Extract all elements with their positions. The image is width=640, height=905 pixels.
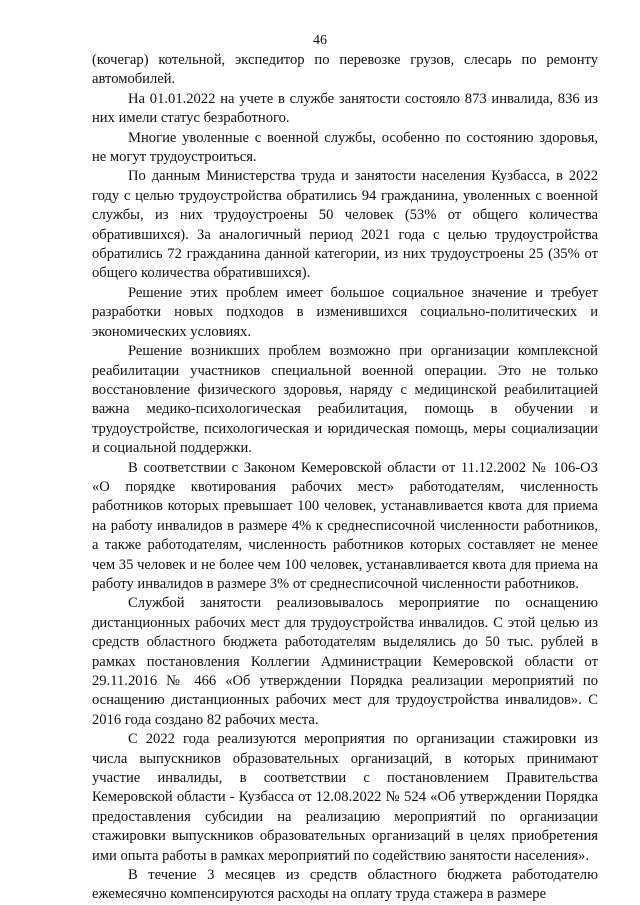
- paragraph: В соответствии с Законом Кемеровской области от 11.12.2002 № 106-ОЗ «О порядке квотирования рабочих мест» работодателям, численность работников которых превышает 100 человек, устанавливается квота для приема на работу инвалидов в размере 4% к среднесписочной численности работников, а также работодателям, численность работников которых составляет не менее чем 35 человек и не более чем 100 человек, устанавливается квота для приема на работу инвалидов в размере 3% от среднесписочной численности работников.: [92, 459, 598, 592]
- paragraph: Многие уволенные с военной службы, особенно по состоянию здоровья, не могут трудоустроиться.: [92, 129, 598, 166]
- paragraph: Решение этих проблем имеет большое социальное значение и требует разработки новых подходов в изменившихся социально-политических и экономических условиях.: [92, 284, 598, 340]
- page-number: 46: [313, 33, 327, 48]
- paragraph: В течение 3 месяцев из средств областного бюджета работодателю ежемесячно компенсируются расходы на оплату труда стажера в размере: [92, 867, 598, 903]
- paragraph: По данным Министерства труда и занятости населения Кузбасса, в 2022 году с целью трудоустройства обратились 94 гражданина, уволенных с военной службы, из них трудоустроены 50 человек (53% от общего количества обратившихся). За аналогичный период 2021 года с целью трудоустройства обратились 72 гражданина данной категории, из них трудоустроены 25 (35% от общего количества обратившихся).: [92, 168, 598, 282]
- paragraph: На 01.01.2022 на учете в службе занятости состояло 873 инвалида, 836 из них имели статус безработного.: [92, 90, 598, 127]
- paragraph: Службой занятости реализовывалось мероприятие по оснащению дистанционных рабочих мест для трудоустройства инвалидов. С этой целью из средств областного бюджета работодателям выделялись до 50 тыс. рублей в рамках постановления Коллегии Администрации Кемеровской области от 29.11.2016 № 466 «Об утверждении Порядка реализации мероприятий по оснащению дистанционных рабочих мест для трудоустройства инвалидов». С 2016 года создано 82 рабочих места.: [92, 595, 598, 728]
- paragraph: С 2022 года реализуются мероприятия по организации стажировки из числа выпускников образовательных организаций, в которых принимают участие инвалиды, в соответствии с постановлением Правительства Кемеровской области - Кузбасса от 12.08.2022 № 524 «Об утверждении Порядка предоставления субсидии на реализацию мероприятий по организации стажировки выпускников образовательных организаций в целях приобретения ими опыта работы в рамках мероприятий по содействию занятости населения».: [92, 731, 598, 864]
- document-body: [92, 51, 598, 905]
- paragraph: Решение возникших проблем возможно при организации комплексной реабилитации участников специальной военной операции. Это не только восстановление физического здоровья, наряду с медицинской реабилитацией важна медико-психологическая реабилитация, помощь в обучении и трудоустройстве, психологическая и юридическая помощь, меры социализации и социальной поддержки.: [92, 343, 598, 457]
- paragraph-continuation: (кочегар) котельной, экспедитор по перевозке грузов, слесарь по ремонту автомобилей.: [92, 52, 598, 88]
